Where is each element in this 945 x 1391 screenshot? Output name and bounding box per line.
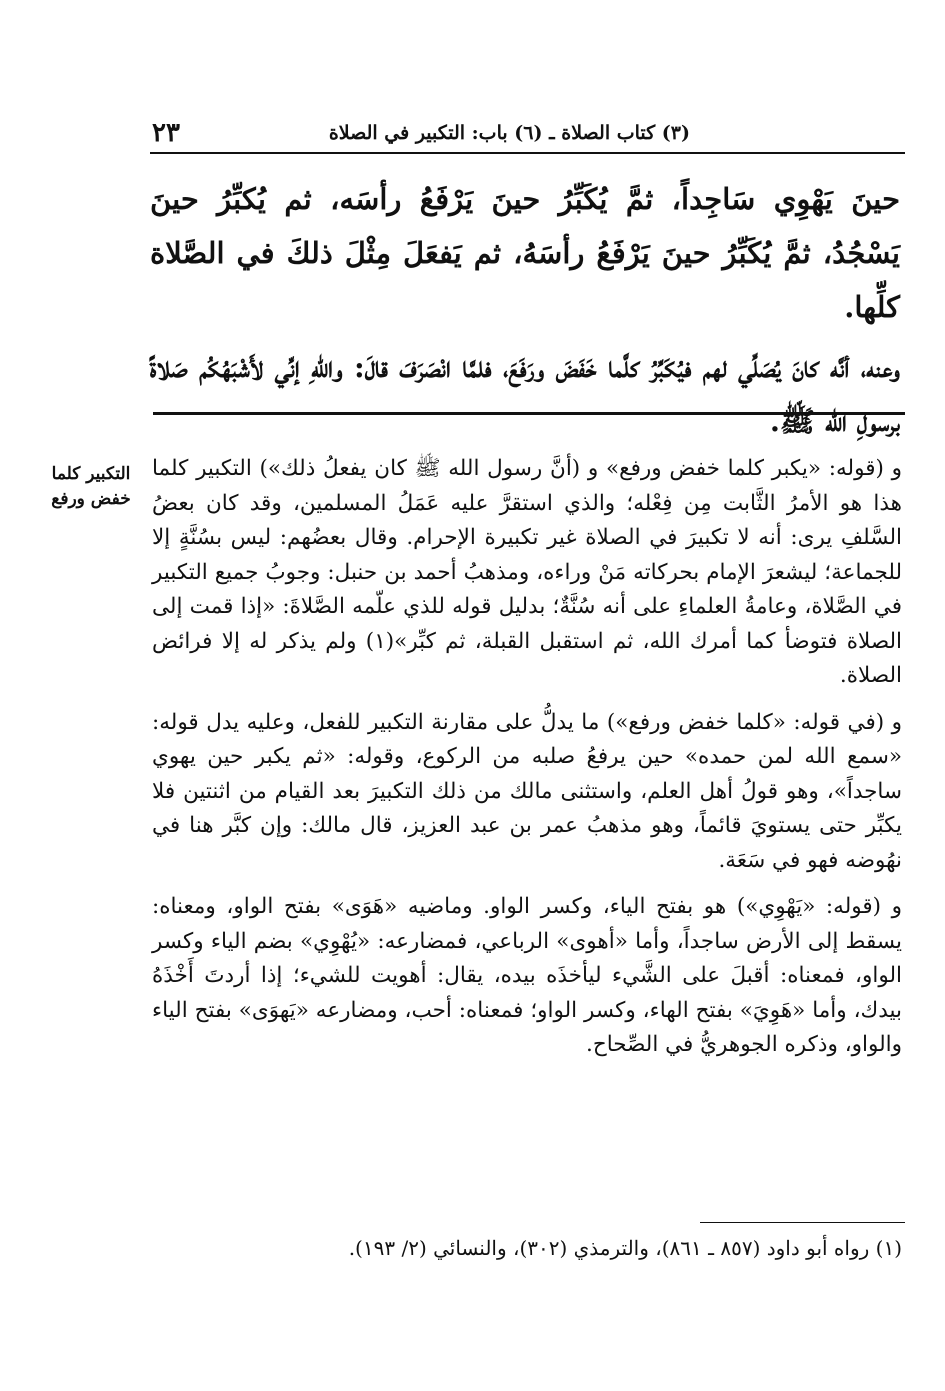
footnote-divider — [700, 1222, 905, 1223]
commentary-paragraph: و (في قوله: «كلما خفض ورفع») ما يدلُّ على مقارنة التكبير للفعل، وعليه يدل قوله: «سمع الله لمن حمده» حين يرفعُ صلبه من الركوع، وقوله: «ثم يكبر حين يهوي ساجداً»، وهو قولُ أهل العلم، واستثنى مالك من ذلك التكبيرَ بعد القيام من اثنتين فلا يكبِّر حتى يستويَ قائماً، وهو مذهبُ عمر بن عبد العزيز، قال مالك: وإن كبَّر هنا في نهُوضه فهو في سَعَة. — [152, 709, 902, 873]
hadith-paragraph: وعنه، أنَّه كانَ يُصَلِّي لهم فيُكَبِّرُ كلَّما خَفَضَ ورَفَعَ، فلمَّا انْصَرَفَ قالَ: واللهِ إنِّي لأَشْبَهُكُم صَلاةً برسولِ الله ﷺ. — [150, 350, 900, 438]
section-divider — [153, 412, 905, 415]
header-title: (٣) كتاب الصلاة ـ (٦) باب: التكبير في الصلاة — [328, 122, 690, 144]
running-header — [150, 118, 905, 154]
hadith-paragraph: حينَ يَهْوِي سَاجِداً، ثمَّ يُكَبِّرُ حينَ يَرْفَعُ رأسَه، ثم يُكبِّرُ حينَ يَسْجُدُ، ثمَّ يُكَبِّرُ حينَ يَرْفَعُ رأسَهُ، ثم يَفعَلَ مِثْلَ ذلكَ في الصَّلاة كلِّها. — [150, 182, 900, 324]
footnote: (١) رواه أبو داود (٨٥٧ ـ ٨٦١)، والترمذي (٣٠٢)، والنسائي (٢/ ١٩٣). — [348, 1236, 902, 1260]
commentary-paragraph: و (قوله: «يكبر كلما خفض ورفع» و (أنَّ رسول الله ﷺ كان يفعلُ ذلك») التكبير كلما هذا هو الأمرُ الثَّابت مِن فِعْله؛ والذي استقرَّ عليه عَمَلُ المسلمين، وقد كان بعضُ السَّلفِ يرى: أنه لا تكبيرَ في الصلاة غير تكبيرة الإحرام. وقال بعضُهم: ليس بسُنَّةٍ إلا للجماعة؛ ليشعرَ الإمام بحركاته مَنْ وراءه، ومذهبُ أحمد بن حنبل: وجوبُ جميع التكبير في الصَّلاة، وعامةُ العلماءِ على أنه سُنَّةٌ؛ بدليل قوله للذي علّمه الصَّلاةَ: «إذا قمت إلى الصلاة فتوضأ كما أمرك الله، ثم استقبل القبلة، ثم كبِّر»(١) ولم يذكر له إلا فرائض الصلاة. — [152, 456, 903, 688]
commentary-paragraph: و (قوله: «يَهْوِي») هو بفتح الياء، وكسر الواو. وماضيه «هَوَى» بفتح الواو، ومعناه: يسقط إلى الأرض ساجداً، وأما «أهوى» الرباعي، فمضارعه: «يُهْوِي» بضم الياء وكسر الواو، فمعناه: أقبلَ على الشَّيء ليأخذَه بيده، يقال: أهويت للشيء؛ إذا أردتَ أَخْذَهُ بيدك، وأما «هَوِيَ» بفتح الهاء، وكسر الواو؛ فمعناه: أحب، ومضارعه «يَهوَى» بفتح الياء والواو، وذكره الجوهريُّ في الصِّحاح. — [152, 894, 902, 1057]
page-number: ٢٣ — [152, 118, 180, 148]
margin-note: التكبير كلما خفض ورفع — [51, 464, 131, 509]
commentary-text — [152, 452, 902, 1075]
